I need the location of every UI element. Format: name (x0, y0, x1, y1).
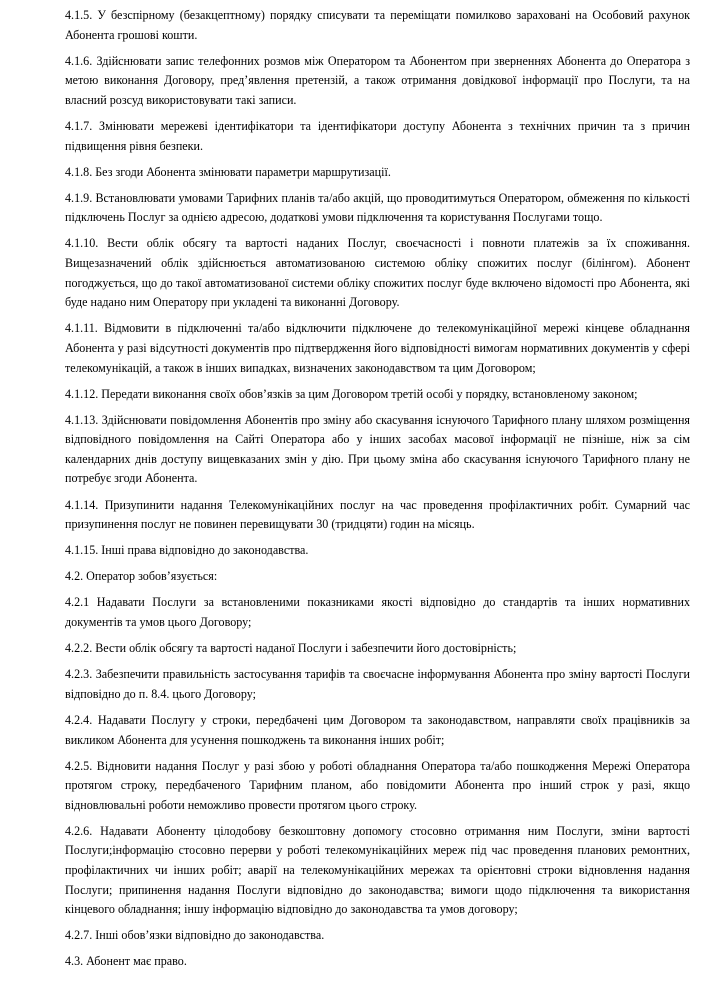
paragraph-4-1-15: 4.1.15. Інші права відповідно до законодавства. (65, 543, 309, 558)
section-heading-4-3: 4.3. Абонент має право. (65, 954, 187, 969)
paragraph-4-1-11: 4.1.11. Відмовити в підключенні та/або відключити підключене до телекомунікаційної мережі кінцеве обладнання Абонента у разі відсутності документів про підтвердження його відповідності вимогам нормативних документів у сфері телекомунікацій, а також в інших випадках, визначених законодавством та цим Договором; (65, 321, 690, 375)
paragraph-4-2-6: 4.2.6. Надавати Абоненту цілодобову безкоштовну допомогу стосовно отримання ним Послуги, зміни вартості Послуги;інформацію стосовно перерви у роботі телекомунікаційних мереж під час проведення планових ремонтних, профілактичних чи інших робіт; аварії на телекомунікаційних мережах та орієнтовні строки відновлення надання Послуги; припинення надання Послуги відповідно до законодавства; вимоги щодо підключення та використання кінцевого обладнання; іншу інформацію відповідно до законодавства та умов договору; (65, 823, 690, 917)
paragraph-4-1-7: 4.1.7. Змінювати мережеві ідентифікатори та ідентифікатори доступу Абонента з технічних причин та з причин підвищення рівня безпеки. (65, 118, 690, 153)
paragraph-4-2-1: 4.2.1 Надавати Послуги за встановленими показниками якості відповідно до стандартів та інших нормативних документів та умов цього Договору; (65, 595, 690, 630)
paragraph-4-1-10: 4.1.10. Вести облік обсягу та вартості наданих Послуг, своєчасності і повноти платежів за їх споживання. Вищезазначений облік здійснюється автоматизованою системою обліку спожитих послуг (білінгом). Абонент погоджується, що до такої автоматизованої системи обліку спожитих послуг буде включено відомості про Абонента, які буде надано ним Оператору при укладені та виконанні Договору. (65, 236, 690, 310)
paragraph-4-1-9: 4.1.9. Встановлювати умовами Тарифних планів та/або акцій, що проводитимуться Оператором, обмеження по кількості підключень Послуг за однією адресою, додаткові умови підключення та користування Послугами тощо. (65, 190, 690, 225)
paragraph-4-2-3: 4.2.3. Забезпечити правильність застосування тарифів та своєчасне інформування Абонента про зміну вартості Послуги відповідно до п. 8.4. цього Договору; (65, 667, 690, 701)
paragraph-4-1-6: 4.1.6. Здійснювати запис телефонних розмов між Оператором та Абонентом при зверненнях Абонента до Оператора з метою виконання Договору, пред’явлення претензій, а також отримання довідкової інформації про Послуги, та на власний розсуд використовувати такі записи. (65, 53, 690, 107)
paragraph-4-1-8: 4.1.8. Без згоди Абонента змінювати параметри маршрутизації. (65, 164, 391, 179)
paragraph-4-2-4: 4.2.4. Надавати Послугу у строки, передбачені цим Договором та законодавством, направляти своїх працівників за викликом Абонента для усунення пошкоджень та виконання інших робіт; (65, 712, 690, 747)
paragraph-4-1-5: 4.1.5. У безспірному (безакцептному) порядку списувати та переміщати помилково зараховані на Особовий рахунок Абонента грошові кошти. (65, 8, 690, 42)
document-body (65, 6, 690, 979)
paragraph-4-2-5: 4.2.5. Відновити надання Послуг у разі збою у роботі обладнання Оператора та/або пошкодження Мережі Оператора протягом строку, передбаченого Тарифним планом, або повідомити Абонента про інший строк у разі, якщо відновлювальні роботи неможливо провести протягом цього строку. (65, 758, 690, 812)
paragraph-4-1-14: 4.1.14. Призупинити надання Телекомунікаційних послуг на час проведення профілактичних робіт. Сумарний час призупинення послуг не повинен перевищувати 30 (тридцяти) годин на місяць. (65, 497, 690, 532)
paragraph-4-1-12: 4.1.12. Передати виконання своїх обов’язків за цим Договором третій особі у порядку, встановленому законом; (65, 386, 638, 401)
paragraph-4-2-2: 4.2.2. Вести облік обсягу та вартості наданої Послуги і забезпечити його достовірність; (65, 641, 517, 656)
paragraph-4-1-13: 4.1.13. Здійснювати повідомлення Абонентів про зміну або скасування існуючого Тарифного плану шляхом розміщення відповідного повідомлення на Сайті Оператора або у інших засобах масової інформації не пізніше, ніж за сім календарних днів доступу вищевказаних змін у дію. При цьому зміна або скасування існуючого Тарифного плану не потребує згоди Абонента. (65, 412, 690, 486)
paragraph-4-2-7: 4.2.7. Інші обов’язки відповідно до законодавства. (65, 928, 325, 943)
section-heading-4-2: 4.2. Оператор зобов’язується: (65, 569, 218, 584)
